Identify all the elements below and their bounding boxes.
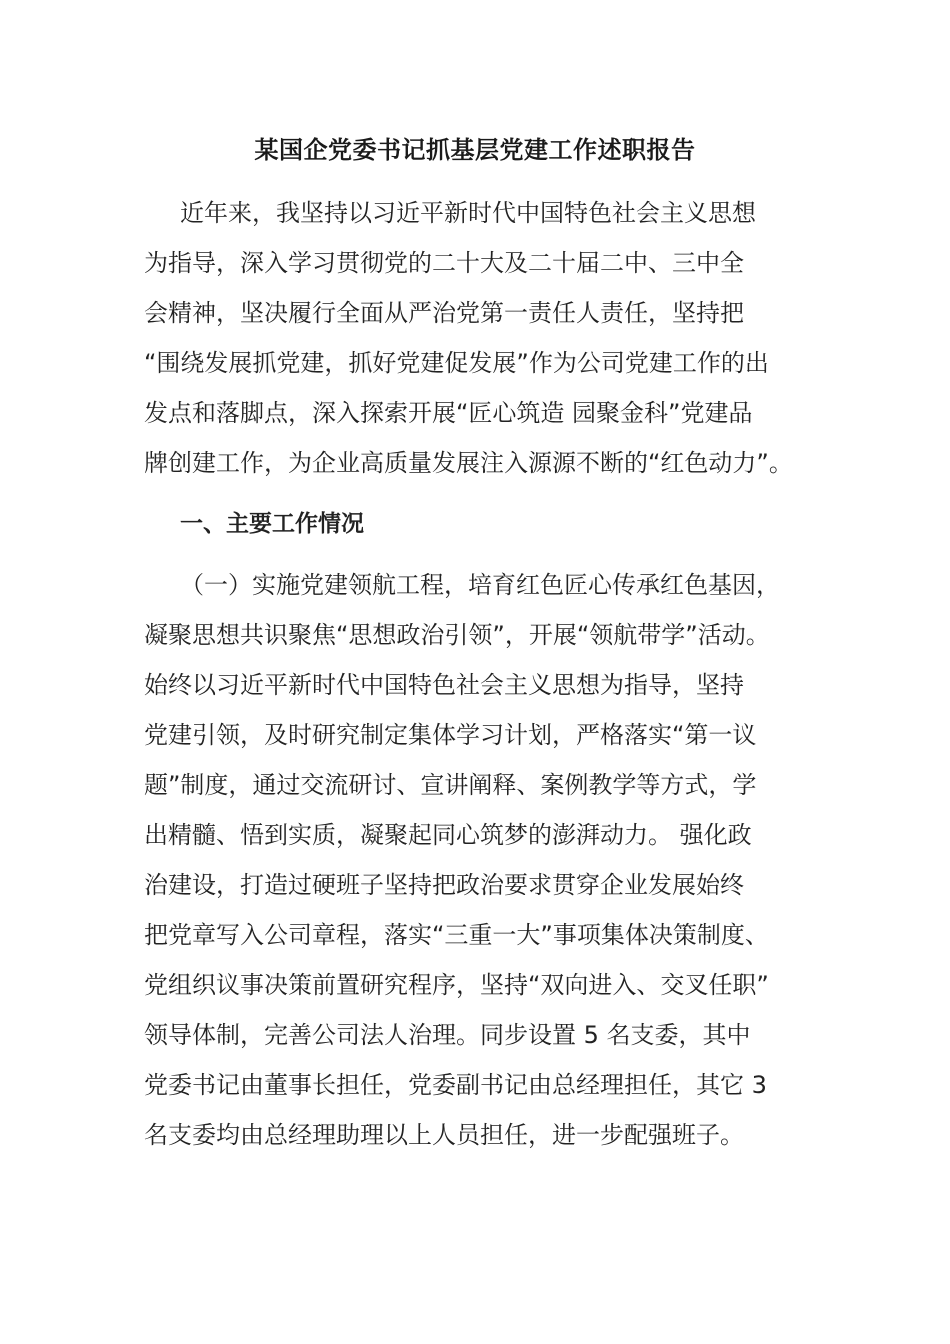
paragraph-line: 会精神，坚决履行全面从严治党第一责任人责任，坚持把 [144, 299, 744, 327]
section-paragraph [144, 560, 834, 1160]
paragraph-line: （一）实施党建领航工程，培育红色匠心传承红色基因， [180, 571, 780, 599]
paragraph-line: 党委书记由董事长担任，党委副书记由总经理担任，其它 3 [144, 1071, 767, 1099]
paragraph-line: 为指导，深入学习贯彻党的二十大及二十届二中、三中全 [144, 249, 744, 277]
paragraph-line: 出精髓、悟到实质，凝聚起同心筑梦的澎湃动力。 强化政 [144, 821, 752, 849]
paragraph-line: 题”制度，通过交流研讨、宣讲阐释、案例教学等方式，学 [144, 771, 757, 799]
paragraph-line: 名支委均由总经理助理以上人员担任，进一步配强班子。 [144, 1121, 744, 1149]
paragraph-line: 始终以习近平新时代中国特色社会主义思想为指导，坚持 [144, 671, 744, 699]
paragraph-line: 领导体制，完善公司法人治理。同步设置 5 名支委，其中 [144, 1021, 751, 1049]
paragraph-line: 发点和落脚点，深入探索开展“匠心筑造 园聚金科”党建品 [144, 399, 753, 427]
section-heading: 一、主要工作情况 [180, 511, 364, 537]
paragraph-line: 牌创建工作，为企业高质量发展注入源源不断的“红色动力”。 [144, 449, 793, 477]
paragraph-line: 治建设，打造过硬班子坚持把政治要求贯穿企业发展始终 [144, 871, 744, 899]
intro-paragraph [144, 188, 834, 488]
paragraph-line: 党组织议事决策前置研究程序，坚持“双向进入、交叉任职” [144, 971, 769, 999]
section-heading-block [144, 499, 834, 549]
paragraph-line: 近年来，我坚持以习近平新时代中国特色社会主义思想 [180, 199, 756, 227]
paragraph-line: 把党章写入公司章程，落实“三重一大”事项集体决策制度、 [144, 921, 769, 949]
paragraph-line: “围绕发展抓党建，抓好党建促发展”作为公司党建工作的出 [144, 349, 769, 377]
paragraph-line: 凝聚思想共识聚焦“思想政治引领”，开展“领航带学”活动。 [144, 621, 770, 649]
paragraph-line: 党建引领，及时研究制定集体学习计划，严格落实“第一议 [144, 721, 757, 749]
document-title: 某国企党委书记抓基层党建工作述职报告 [254, 136, 696, 164]
